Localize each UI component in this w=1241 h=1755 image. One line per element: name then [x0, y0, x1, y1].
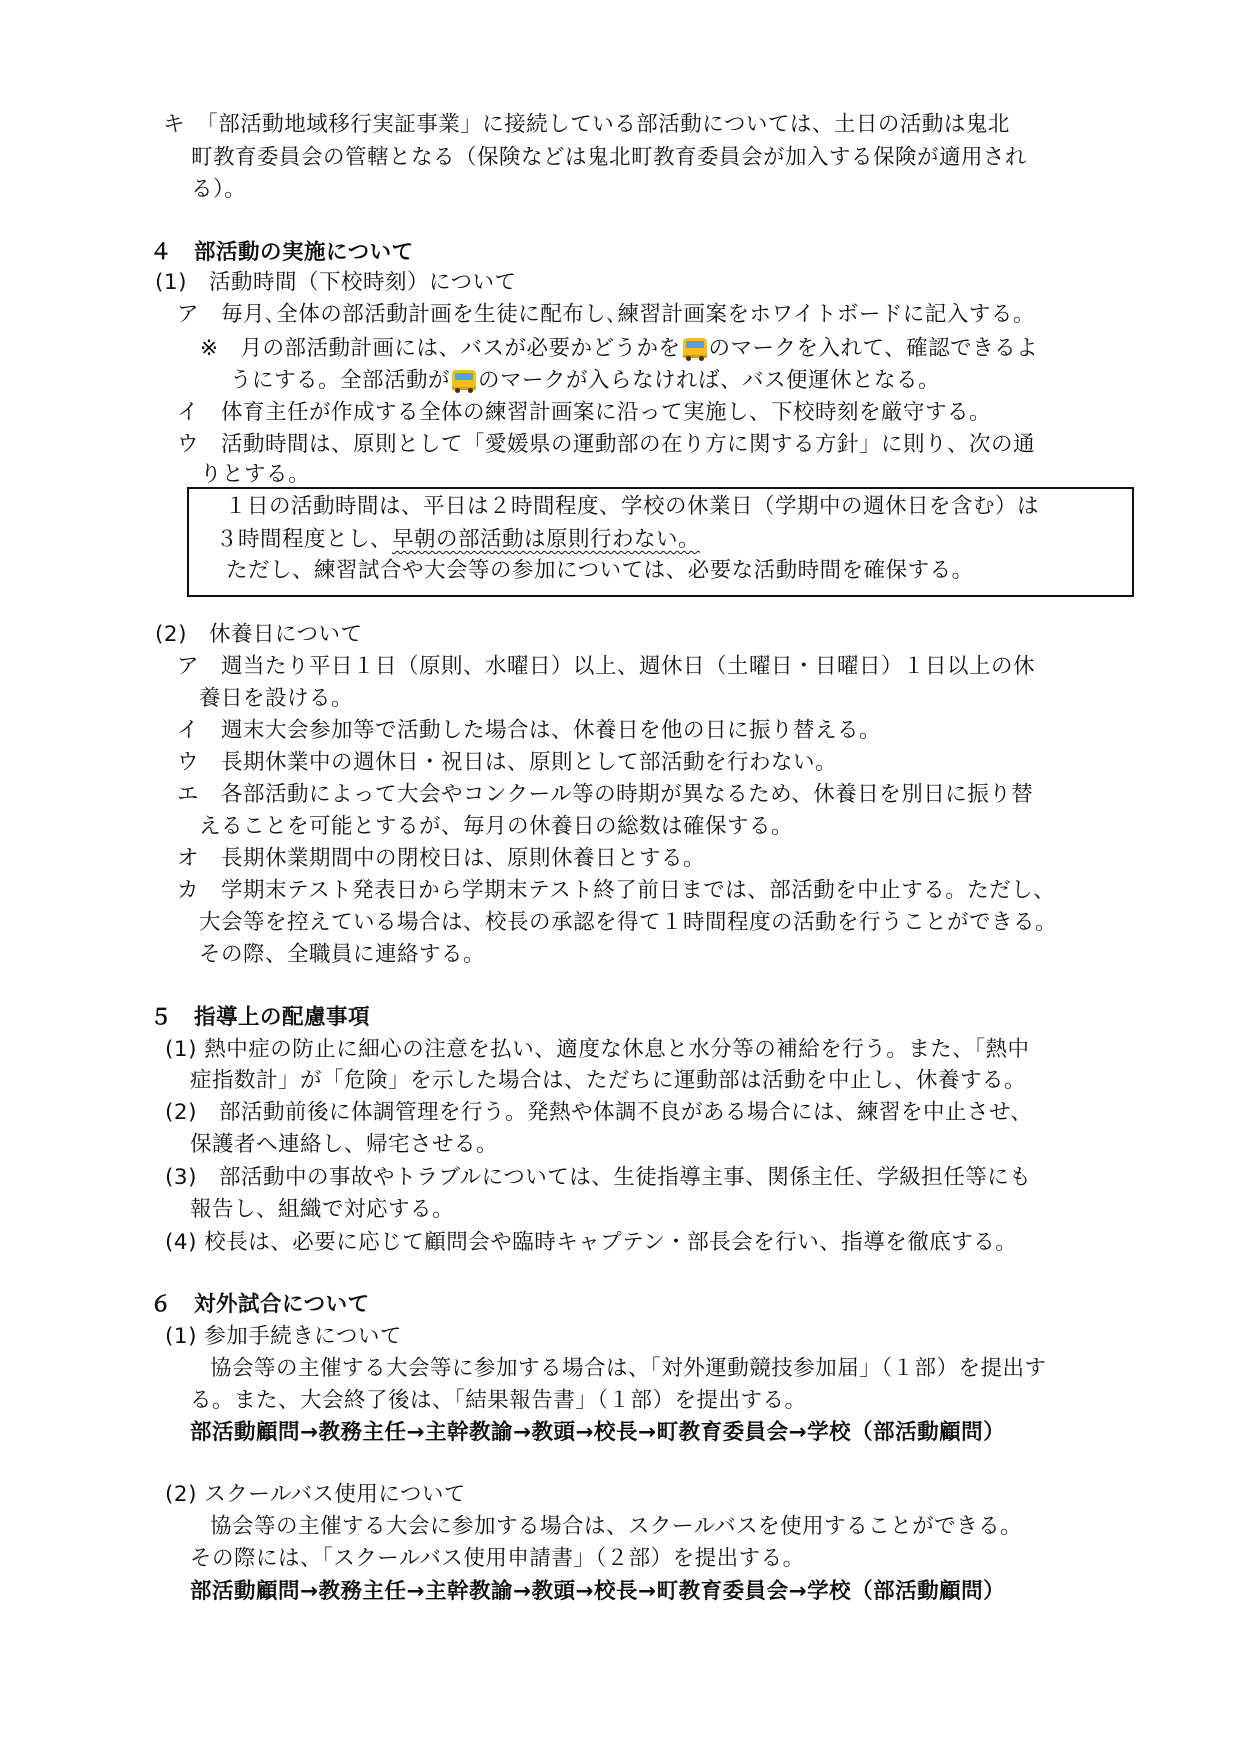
note2-text-pre: うにする。全部活動が — [230, 368, 451, 393]
section4-sub1-heading: (1) 活動時間（下校時刻）について — [155, 270, 517, 295]
item-ki-line1: キ 「部活動地域移行実証事業」に接続している部活動については、土日の活動は鬼北 — [163, 112, 1010, 137]
item-ki-line3: る）。 — [191, 177, 247, 202]
section4-sub1-a: ア 毎月､全体の部活動計画を生徒に配布し､練習計画案をホワイトボードに記入する。 — [177, 302, 1035, 327]
section6-sub2-line2: その際には、「スクールバス使用申請書」（２部）を提出する。 — [190, 1546, 805, 1571]
section5-p1-line2: 症指数計」が「危険」を示した場合は、ただちに運動部は活動を中止し、休養する。 — [190, 1068, 1027, 1093]
note-text-pre: ※ 月の部活動計画には、バスが必要かどうかを — [200, 336, 681, 361]
section4-sub2-i: イ 週末大会参加等で活動した場合は、休養日を他の日に振り替える。 — [177, 718, 882, 743]
section5-p1-line1: (1) 熱中症の防止に細心の注意を払い、適度な休息と水分等の補給を行う。また、「熱中 — [165, 1037, 1030, 1062]
section6-sub1-approval-flow: 部活動顧問→教務主任→主幹教諭→教頭→校長→町教育委員会→学校（部活動顧問） — [190, 1420, 1006, 1445]
section5-p3-line1: (3) 部活動中の事故やトラブルについては、生徒指導主事、関係主任、学級担任等にも — [165, 1165, 1032, 1190]
section6-sub1-line2: る。また、大会終了後は、「結果報告書」（１部）を提出する。 — [190, 1388, 807, 1413]
section4-sub2-heading: (2) 休養日について — [155, 622, 363, 647]
section4-sub1-u-line1: ウ 活動時間は、原則として「愛媛県の運動部の在り方に関する方針」に則り、次の通 — [177, 432, 1036, 457]
section5-p2-line1: (2) 部活動前後に体調管理を行う。発熱や体調不良がある場合には、練習を中止させ、 — [165, 1100, 1033, 1125]
box-line2-underlined: 早朝の部活動は原則行わない。 — [392, 527, 701, 552]
note-text-post: のマークを入れて、確認できるよ — [708, 336, 1039, 361]
section4-sub2-e-line1: エ 各部活動によって大会やコンクール等の時期が異なるため、休養日を別日に振り替 — [177, 782, 1034, 807]
section5-p2-line2: 保護者へ連絡し、帰宅させる。 — [190, 1132, 499, 1157]
section4-sub2-a-line2: 養日を設ける。 — [199, 686, 354, 711]
section4-sub2-a-line1: ア 週当たり平日１日（原則、水曜日）以上、週休日（土曜日・日曜日）１日以上の休 — [177, 654, 1036, 679]
bus-icon — [452, 370, 476, 390]
section4-sub1-note-line2 — [230, 366, 940, 396]
note2-text-post: のマークが入らなければ、バス便運休となる。 — [478, 368, 941, 393]
box-line1: １日の活動時間は、平日は２時間程度、学校の休業日（学期中の週休日を含む）は — [225, 494, 1040, 519]
section6-sub2-approval-flow: 部活動顧問→教務主任→主幹教諭→教頭→校長→町教育委員会→学校（部活動顧問） — [190, 1579, 1006, 1604]
section4-sub2-ka-line1: カ 学期末テスト発表日から学期末テスト終了前日までは、部活動を中止する。ただし、 — [177, 878, 1056, 903]
box-line3: ただし、練習試合や大会等の参加については、必要な活動時間を確保する。 — [226, 558, 974, 583]
section5-heading: ５ 指導上の配慮事項 — [150, 1005, 371, 1030]
section5-p4: (4) 校長は、必要に応じて顧問会や臨時キャプテン・部長会を行い、指導を徹底する。 — [165, 1230, 1018, 1255]
box-line2 — [216, 525, 700, 555]
section4-heading: ４ 部活動の実施について — [150, 240, 414, 265]
section4-sub2-e-line2: えることを可能とするが、毎月の休養日の総数は確保する。 — [199, 814, 794, 839]
section6-sub1-line1: 協会等の主催する大会等に参加する場合は、「対外運動競技参加届」（１部）を提出す — [210, 1356, 1047, 1381]
section6-sub1-heading: (1) 参加手続きについて — [165, 1324, 402, 1349]
section4-sub2-ka-line3: その際、全職員に連絡する。 — [199, 942, 486, 967]
section4-sub2-ka-line2: 大会等を控えている場合は、校長の承認を得て１時間程度の活動を行うことができる。 — [199, 910, 1058, 935]
section6-heading: ６ 対外試合について — [150, 1292, 370, 1317]
section4-sub2-o: オ 長期休業期間中の閉校日は、原則休養日とする。 — [177, 846, 706, 871]
section4-sub1-u-line2: りとする。 — [200, 462, 311, 487]
section4-sub2-u: ウ 長期休業中の週休日・祝日は、原則として部活動を行わない。 — [177, 750, 838, 775]
box-line2-text: ３時間程度とし、 — [216, 527, 393, 552]
item-ki-line2: 町教育委員会の管轄となる（保険などは鬼北町教育委員会が加入する保険が適用され — [191, 145, 1028, 170]
section5-p3-line2: 報告し、組織で対応する。 — [190, 1197, 455, 1222]
section4-sub1-note-line1 — [200, 334, 1038, 364]
section6-sub2-line1: 協会等の主催する大会に参加する場合は、スクールバスを使用することができる。 — [210, 1514, 1023, 1539]
section6-sub2-heading: (2) スクールバス使用について — [165, 1482, 466, 1507]
bus-icon — [683, 338, 707, 358]
section4-sub1-i: イ 体育主任が作成する全体の練習計画案に沿って実施し、下校時刻を厳守する。 — [177, 400, 992, 425]
